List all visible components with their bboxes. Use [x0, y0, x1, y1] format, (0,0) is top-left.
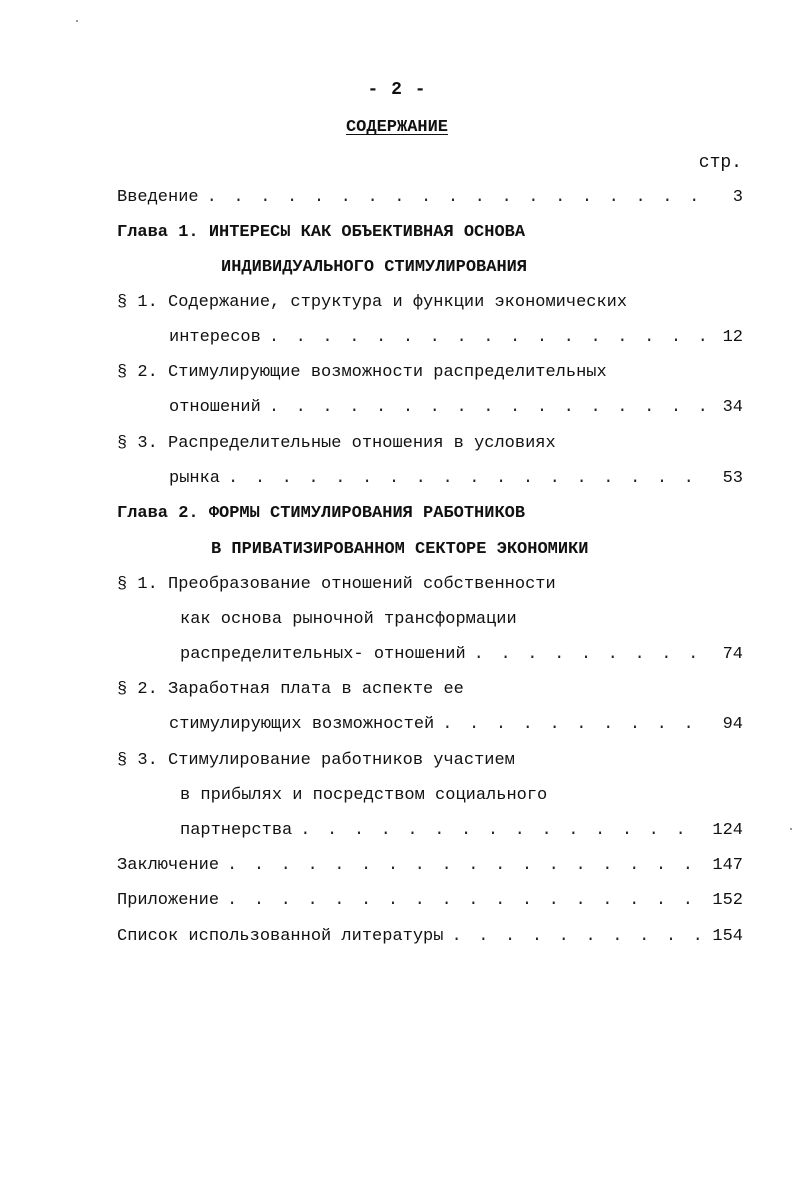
chapter1-section3-heading — [117, 432, 556, 456]
scan-speck — [76, 20, 78, 22]
chapter1-title-line1: Глава 1. ИНТЕРЕСЫ КАК ОБЪЕКТИВНАЯ ОСНОВА — [117, 223, 526, 242]
section-mark: § 2. — [117, 680, 169, 699]
section-title-line2: стимулирующих возможностей — [169, 715, 435, 734]
chapter1-section1-entry — [169, 326, 743, 350]
dot-leader — [227, 854, 705, 878]
toc-entry-introduction — [117, 186, 743, 210]
section-title-line2: рынка — [169, 469, 221, 488]
section-title-line2: отношений — [169, 398, 261, 417]
toc-entry-page: 53 — [722, 469, 743, 488]
dot-leader — [442, 713, 705, 737]
toc-entry-page: 3 — [732, 188, 743, 207]
section-title-line1: Преобразование отношений собственности — [168, 575, 556, 594]
chapter2-section1-heading — [117, 573, 556, 597]
toc-entry-label: Приложение — [117, 891, 220, 910]
scan-speck — [790, 828, 792, 830]
chapter2-section1-entry — [180, 643, 743, 667]
section-title-line3: партнерства — [180, 821, 293, 840]
dot-leader — [227, 889, 705, 913]
chapter2-title-line2: В ПРИВАТИЗИРОВАННОМ СЕКТОРЕ ЭКОНОМИКИ — [211, 540, 589, 559]
dot-leader — [269, 396, 705, 420]
toc-entry-page: 12 — [722, 328, 743, 347]
section-mark: § 3. — [117, 751, 169, 770]
toc-entry-label: Список использованной литературы — [117, 927, 444, 946]
section-title-line1: Содержание, структура и функции экономических — [168, 293, 628, 312]
page-number: - 2 - — [367, 80, 427, 100]
dot-leader — [207, 186, 705, 210]
toc-entry-page: 74 — [722, 645, 743, 664]
chapter1-section2-entry — [169, 396, 743, 420]
toc-entry-page: 124 — [712, 821, 743, 840]
toc-entry-page: 154 — [712, 927, 743, 946]
section-mark: § 2. — [117, 363, 169, 382]
chapter2-section1-line2: как основа рыночной трансформации — [180, 610, 517, 629]
chapter1-section3-entry — [169, 467, 743, 491]
chapter1-section2-heading — [117, 361, 607, 385]
dot-leader — [474, 643, 705, 667]
section-title-line1: Стимулирующие возможности распределительных — [168, 363, 607, 382]
section-title-line1: Заработная плата в аспекте ее — [168, 680, 464, 699]
toc-entry-appendix — [117, 889, 743, 913]
dot-leader — [228, 467, 705, 491]
toc-entry-page: 34 — [722, 398, 743, 417]
section-title-line1: Распределительные отношения в условиях — [168, 434, 556, 453]
toc-entry-page: 152 — [712, 891, 743, 910]
chapter1-title-line2: ИНДИВИДУАЛЬНОГО СТИМУЛИРОВАНИЯ — [221, 258, 528, 277]
section-mark: § 1. — [117, 293, 169, 312]
toc-title: СОДЕРЖАНИЕ — [345, 118, 449, 137]
section-mark: § 3. — [117, 434, 169, 453]
toc-entry-label: Введение — [117, 188, 199, 207]
section-title-line3: распределительных- отношений — [180, 645, 466, 664]
chapter2-section2-entry — [169, 713, 743, 737]
section-title-line2: интересов — [169, 328, 261, 347]
section-mark: § 1. — [117, 575, 169, 594]
chapter2-section3-line2: в прибылях и посредством социального — [180, 786, 548, 805]
dot-leader — [269, 326, 705, 350]
chapter2-section2-heading — [117, 678, 464, 702]
toc-entry-page: 147 — [712, 856, 743, 875]
toc-entry-conclusion — [117, 854, 743, 878]
toc-entry-label: Заключение — [117, 856, 220, 875]
dot-leader — [300, 819, 705, 843]
toc-entry-page: 94 — [722, 715, 743, 734]
chapter2-section3-entry — [180, 819, 743, 843]
toc-entry-references — [117, 925, 743, 949]
chapter2-section3-heading — [117, 749, 515, 773]
chapter2-title-line1: Глава 2. ФОРМЫ СТИМУЛИРОВАНИЯ РАБОТНИКОВ — [117, 504, 526, 523]
section-title-line1: Стимулирование работников участием — [168, 751, 515, 770]
dot-leader — [451, 925, 705, 949]
chapter1-section1-heading — [117, 291, 627, 315]
page-column-header: стр. — [698, 153, 742, 173]
